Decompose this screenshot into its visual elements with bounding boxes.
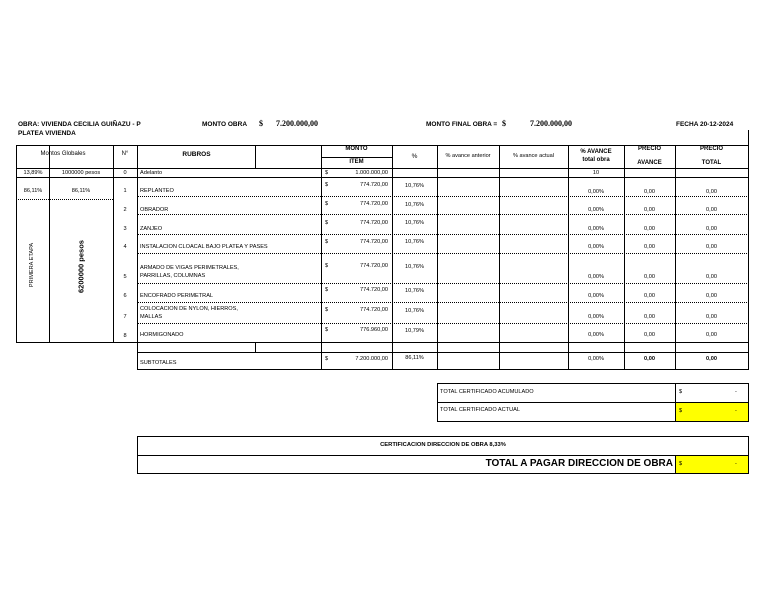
- row-precio-total: 0,00: [706, 189, 717, 195]
- row-rubro: ENCOFRADO PERIMETRAL: [140, 293, 214, 299]
- adelanto-currency: $: [325, 170, 329, 176]
- row-pct: 10,76%: [405, 183, 424, 189]
- col-precio-avance-2: AVANCE: [637, 160, 662, 166]
- row-precio-total: 0,00: [706, 226, 717, 232]
- row-rubro: HORMIGONADO: [140, 332, 184, 338]
- subtotal-label: SUBTOTALES: [140, 360, 177, 366]
- row-currency: $: [325, 287, 329, 293]
- col-precio-total-1: PRECIO: [699, 146, 723, 152]
- col-precio-avance-1: PRECIO: [637, 146, 661, 152]
- row-monto: 774.720,00: [360, 239, 388, 245]
- certificado-actual-value: -: [735, 408, 737, 414]
- row-monto: 774.720,00: [360, 182, 388, 188]
- adelanto-nro: 0: [123, 170, 127, 176]
- certificado-actual-highlight: [676, 403, 748, 421]
- col-montos-globales: Montos Globales: [40, 151, 86, 157]
- row-currency: $: [325, 201, 329, 207]
- row-nro: 6: [123, 293, 127, 299]
- row-monto: 774.720,00: [360, 287, 388, 293]
- row-rubro-line2: PARRILLAS, COLUMNAS: [140, 273, 206, 279]
- monto-final-currency: $: [502, 119, 506, 128]
- row-nro: 3: [123, 226, 127, 232]
- row-precio-avance: 0,00: [644, 293, 655, 299]
- obra-title: OBRA: VIVIENDA CECILIA GUIÑAZU - P: [18, 121, 141, 128]
- col-rubros: RUBROS: [182, 151, 211, 158]
- obra-subtitle: PLATEA VIVIENDA: [18, 130, 76, 137]
- total-pagar-label: TOTAL A PAGAR DIRECCION DE OBRA: [485, 458, 673, 469]
- row-avance-total: 0,00%: [588, 189, 604, 195]
- row-nro: 5: [123, 274, 127, 280]
- certificado-acumulado-value: -: [735, 389, 737, 395]
- subtotal-precio-avance: 0,00: [644, 356, 655, 362]
- row-rubro: OBRADOR: [140, 207, 169, 213]
- row-monto: 776.960,00: [360, 327, 388, 333]
- row-avance-total: 0,00%: [588, 274, 604, 280]
- row-precio-avance: 0,00: [644, 244, 655, 250]
- row-currency: $: [325, 307, 329, 313]
- row-currency: $: [325, 263, 329, 269]
- row-rubro: ARMADO DE VIGAS PERIMETRALES,: [140, 265, 239, 271]
- col-nro: N°: [121, 151, 129, 157]
- row-pct: 10,76%: [405, 308, 424, 314]
- row-pct: 10,76%: [405, 220, 424, 226]
- row-currency: $: [325, 182, 329, 188]
- row-pct: 10,76%: [405, 202, 424, 208]
- row-currency: $: [325, 220, 329, 226]
- total-pagar-currency: $: [679, 461, 683, 467]
- subtotal-avance-total: 0,00%: [588, 356, 604, 362]
- row-precio-avance: 0,00: [644, 332, 655, 338]
- adelanto-pct: 13,89%: [23, 170, 43, 176]
- etapa-pct-b: 86,11%: [71, 188, 91, 194]
- row-precio-avance: 0,00: [644, 189, 655, 195]
- row-nro: 8: [123, 333, 127, 339]
- row-rubro: ZANJEO: [140, 226, 163, 232]
- adelanto-rubro: Adelanto: [140, 170, 163, 176]
- certificado-actual-label: TOTAL CERTIFICADO ACTUAL: [440, 407, 520, 413]
- certificado-actual-currency: $: [679, 408, 683, 414]
- col-item: ITEM: [349, 159, 364, 165]
- etapa-pct-a: 86,11%: [23, 188, 43, 194]
- total-pagar-value: -: [735, 461, 737, 467]
- row-avance-total: 0,00%: [588, 332, 604, 338]
- row-rubro: REPLANTEO: [140, 188, 174, 194]
- col-pct: %: [411, 153, 418, 160]
- col-avance-anterior: % avance anterior: [445, 153, 491, 159]
- row-pct: 10,76%: [405, 239, 424, 245]
- subtotal-pct: 86,11%: [405, 355, 424, 361]
- row-pct: 10,79%: [405, 328, 424, 334]
- row-currency: $: [325, 239, 329, 245]
- row-currency: $: [325, 327, 329, 333]
- monto-obra-value: 7.200.000,00: [276, 119, 318, 128]
- row-nro: 7: [123, 314, 127, 320]
- row-monto: 774.720,00: [360, 307, 388, 313]
- row-pct: 10,76%: [405, 288, 424, 294]
- certificado-acumulado-currency: $: [679, 389, 683, 395]
- certificado-acumulado-label: TOTAL CERTIFICADO ACUMULADO: [440, 389, 534, 395]
- row-pct: 10,76%: [405, 264, 424, 270]
- monto-obra-currency: $: [259, 119, 263, 128]
- monto-final-value: 7.200.000,00: [530, 119, 572, 128]
- subtotal-currency: $: [325, 356, 329, 362]
- monto-final-label: MONTO FINAL OBRA =: [426, 121, 498, 128]
- col-monto: MONTO: [345, 146, 368, 152]
- row-precio-avance: 0,00: [644, 226, 655, 232]
- adelanto-monto: 1.000.000,00: [355, 170, 388, 176]
- direccion-title: CERTIFICACION DIRECCION DE OBRA 8,33%: [380, 442, 506, 448]
- row-monto: 774.720,00: [360, 220, 388, 226]
- adelanto-amount: 1000000 pesos: [61, 170, 101, 176]
- row-nro: 4: [123, 244, 127, 250]
- row-avance-total: 0,00%: [588, 293, 604, 299]
- subtotal-monto: 7.200.000,00: [355, 356, 388, 362]
- row-precio-total: 0,00: [706, 207, 717, 213]
- row-nro: 1: [123, 188, 127, 194]
- row-nro: 2: [123, 207, 127, 213]
- row-avance-total: 0,00%: [588, 207, 604, 213]
- col-avance-actual: % avance actual: [512, 153, 555, 159]
- row-precio-avance: 0,00: [644, 314, 655, 320]
- adelanto-avance-total: 10: [592, 170, 600, 176]
- row-precio-avance: 0,00: [644, 274, 655, 280]
- row-monto: 774.720,00: [360, 263, 388, 269]
- row-precio-total: 0,00: [706, 293, 717, 299]
- row-precio-total: 0,00: [706, 314, 717, 320]
- col-precio-total-2: TOTAL: [701, 160, 722, 166]
- col-avance-total-2: total obra: [582, 157, 610, 163]
- subtotal-precio-total: 0,00: [706, 356, 717, 362]
- col-avance-total-1: % AVANCE: [580, 149, 612, 155]
- row-avance-total: 0,00%: [588, 226, 604, 232]
- row-rubro: COLOCACION DE NYLON, HIERROS,: [140, 306, 238, 312]
- row-avance-total: 0,00%: [588, 314, 604, 320]
- monto-obra-label: MONTO OBRA: [202, 121, 248, 128]
- total-pagar-highlight: [676, 456, 748, 473]
- row-rubro-line2: MALLAS: [140, 314, 163, 320]
- row-monto: 774.720,00: [360, 201, 388, 207]
- etapa-amount: 6200000 pesos: [76, 240, 86, 293]
- row-rubro: INSTALACION CLOACAL BAJO PLATEA Y PASES: [140, 244, 268, 250]
- fecha: FECHA 20-12-2024: [676, 121, 734, 128]
- row-precio-avance: 0,00: [644, 207, 655, 213]
- etapa-label: PRIMERA ETAPA: [29, 242, 35, 288]
- row-precio-total: 0,00: [706, 332, 717, 338]
- row-avance-total: 0,00%: [588, 244, 604, 250]
- row-precio-total: 0,00: [706, 244, 717, 250]
- row-precio-total: 0,00: [706, 274, 717, 280]
